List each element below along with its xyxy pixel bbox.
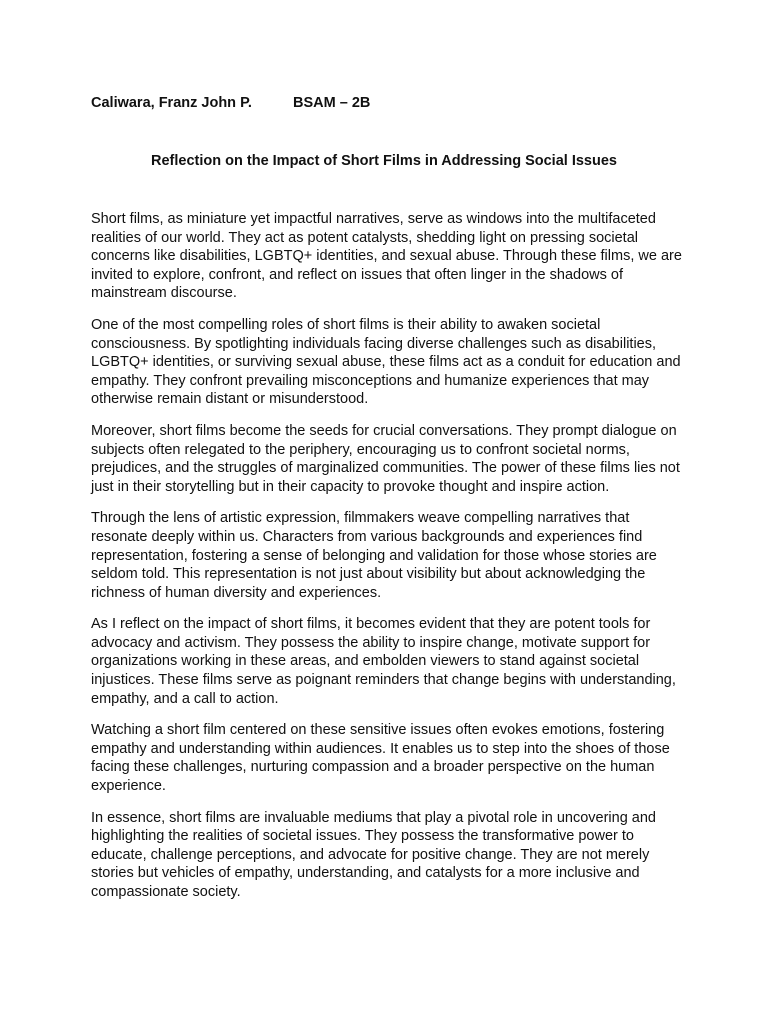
paragraph-7: In essence, short films are invaluable mediums that play a pivotal role in uncovering and highlighting the realities of societal issues. They possess the transformative power to educate, challenge perceptions, and advocate for positive change. They are not merely stories but vehicles of empathy, understanding, and catalysts for a more inclusive and compassionate society. <box>91 809 656 900</box>
document-title: Reflection on the Impact of Short Films in Addressing Social Issues <box>151 153 617 169</box>
paragraph-3: Moreover, short films become the seeds for crucial conversations. They prompt dialogue on subjects often relegated to the periphery, encouraging us to confront societal norms, prejudices, and the struggles of marginalized communities. The power of these films lies not just in their storytelling but in their capacity to provoke thought and inspire action. <box>91 422 680 495</box>
paragraph-2: One of the most compelling roles of short films is their ability to awaken societal consciousness. By spotlighting individuals facing diverse challenges such as disabilities, LGBTQ+ identities, or surviving sexual abuse, these films act as a conduit for education and empathy. They confront prevailing misconceptions and humanize experiences that may otherwise remain distant or misunderstood. <box>91 316 681 408</box>
body-text <box>91 210 683 915</box>
paragraph-6: Watching a short film centered on these sensitive issues often evokes emotions, fostering empathy and understanding within audiences. It enables us to step into the shoes of those facing these challenges, nurturing compassion and a broader perspective on the human experience. <box>91 722 670 795</box>
class-section: BSAM – 2B <box>293 95 371 111</box>
paragraph-5: As I reflect on the impact of short films, it becomes evident that they are potent tools for advocacy and activism. They possess the ability to inspire change, motivate support for organizations working in these areas, and embolden viewers to stand against societal injustices. These films serve as poignant reminders that change begins with understanding, empathy, and a call to action. <box>91 616 676 707</box>
paragraph-1: Short films, as miniature yet impactful narratives, serve as windows into the multifaceted realities of our world. They act as potent catalysts, shedding light on pressing societal concerns like disabilities, LGBTQ+ identities, and sexual abuse. Through these films, we are invited to explore, confront, and reflect on issues that often linger in the shadows of mainstream discourse. <box>91 211 682 302</box>
author-name: Caliwara, Franz John P. <box>91 95 252 111</box>
header-line <box>91 94 370 112</box>
paragraph-4: Through the lens of artistic expression, filmmakers weave compelling narratives that resonate deeply within us. Characters from various backgrounds and experiences find representation, fostering a sense of belonging and validation for those whose stories are seldom told. This representation is not just about visibility but about acknowledging the richness of human diversity and experiences. <box>91 510 657 601</box>
